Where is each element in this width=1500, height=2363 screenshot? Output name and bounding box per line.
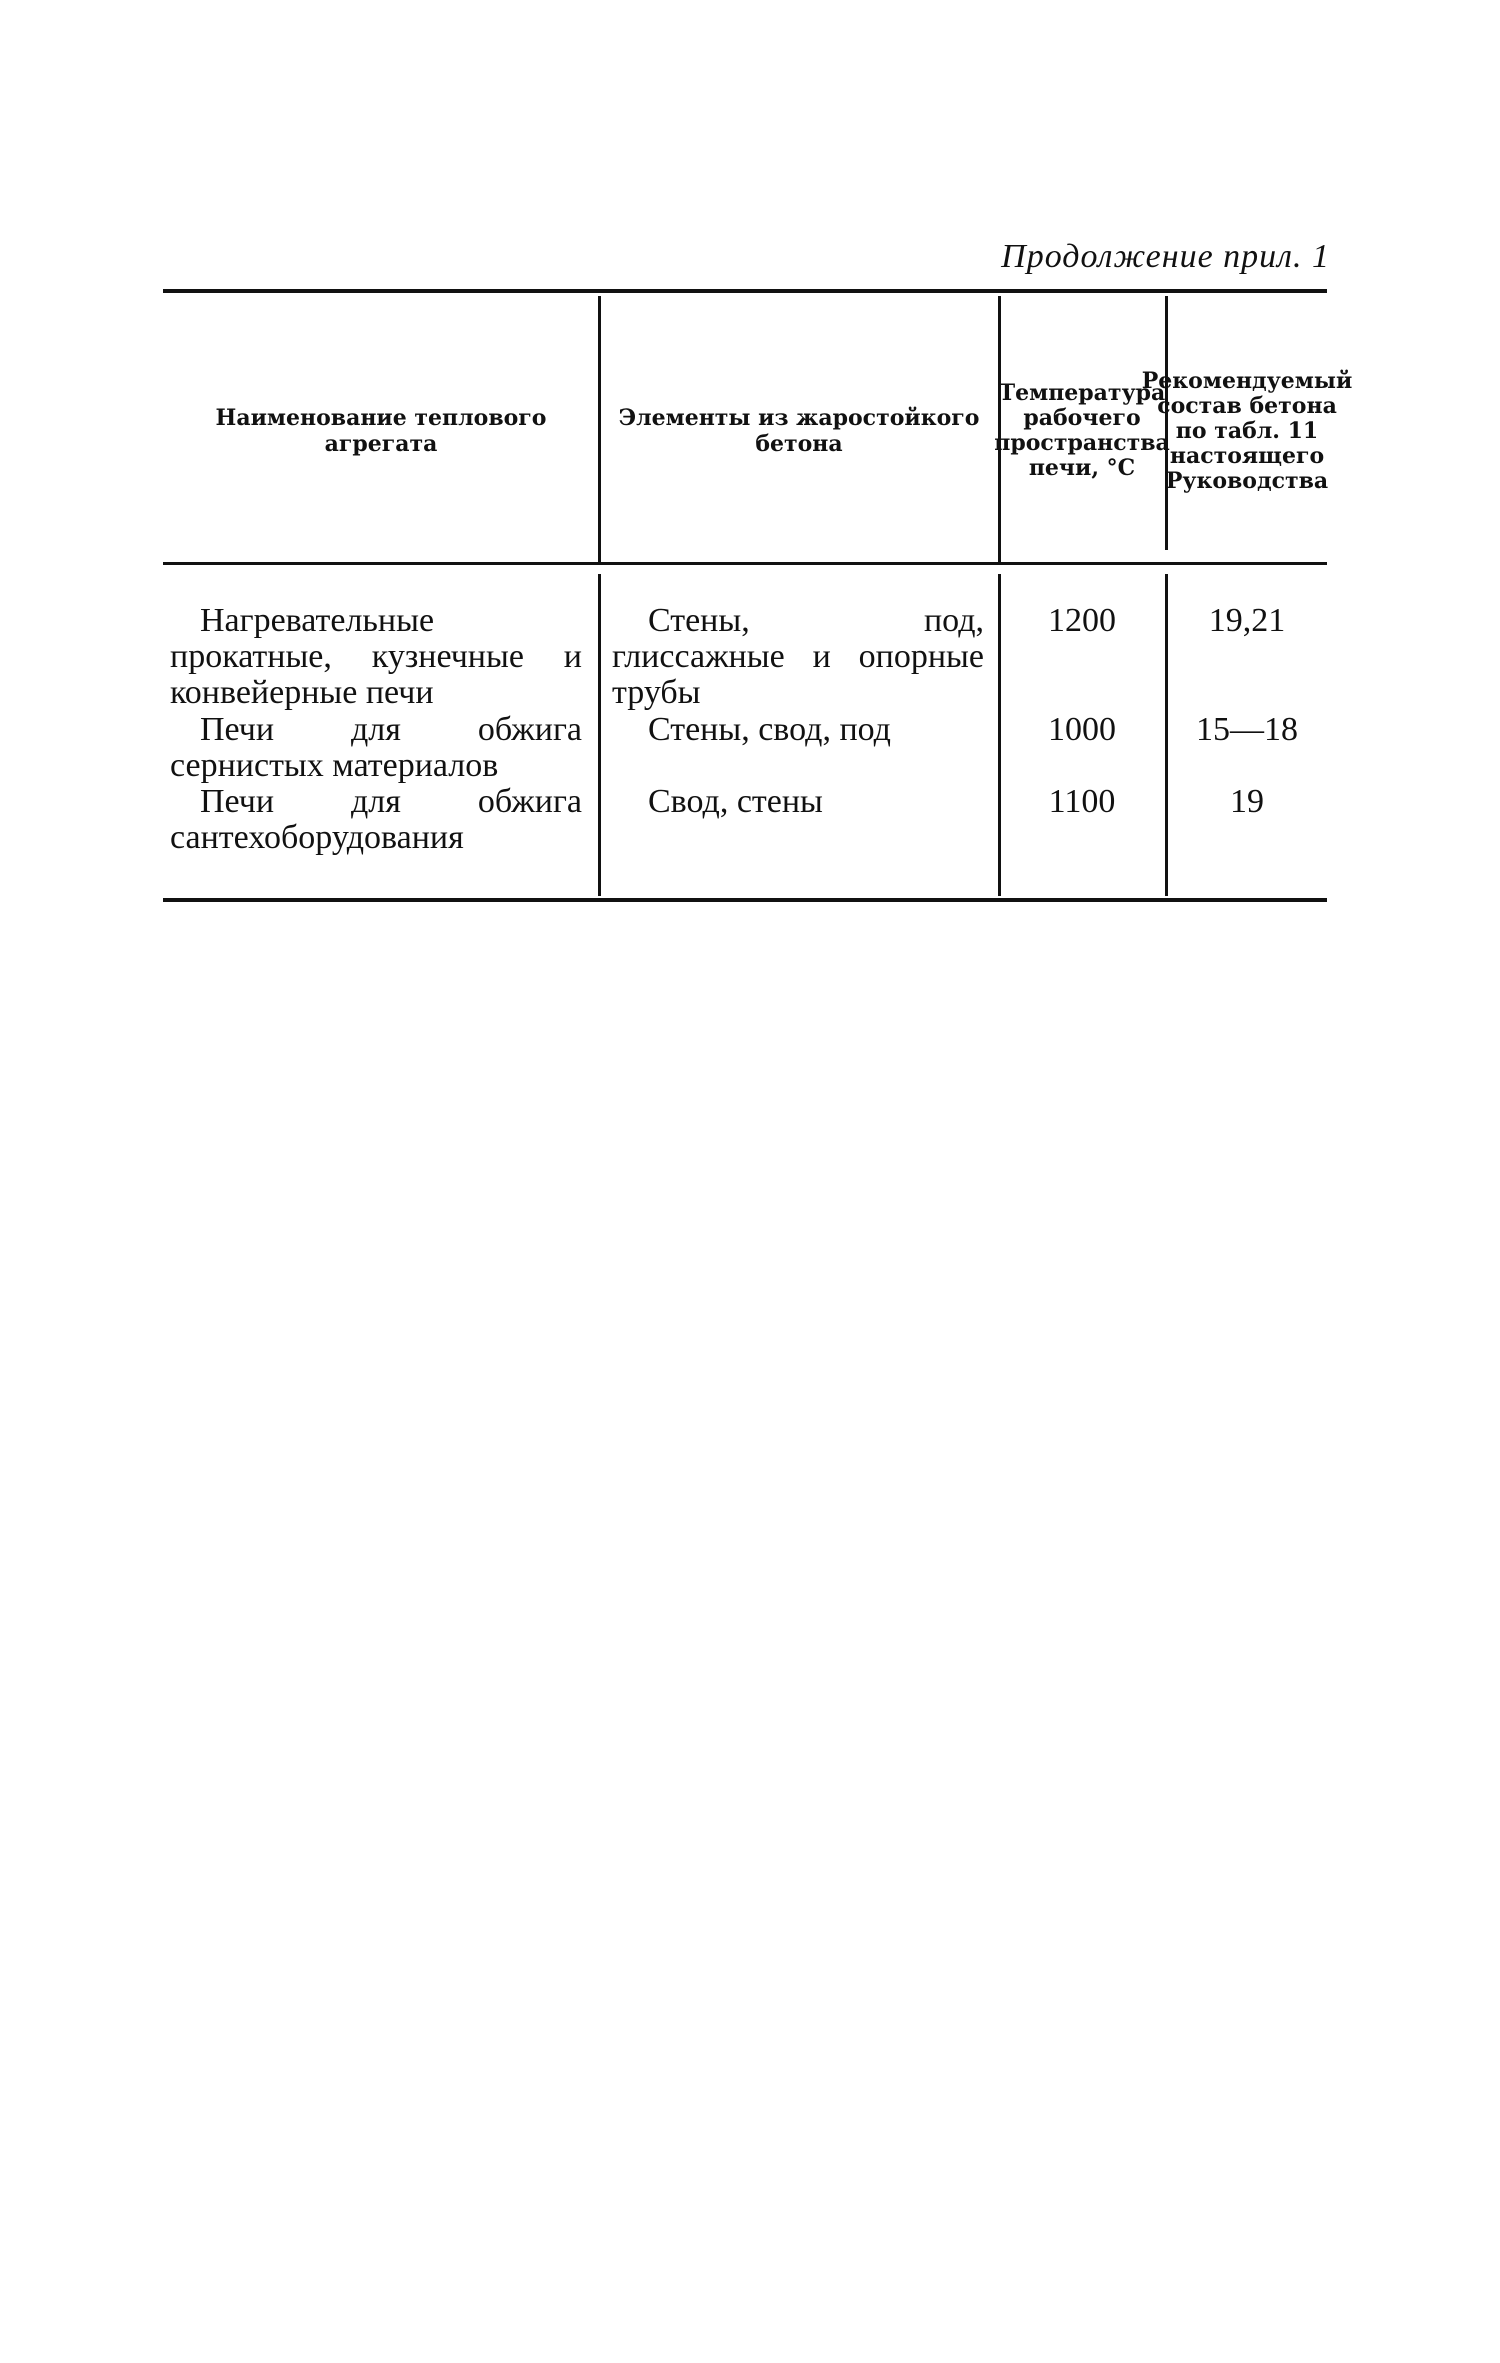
header-temperature: [994, 300, 1170, 562]
row-3-elements: Свод, стены: [648, 783, 823, 820]
row-3-name: Печи для обжига сантехоборудования: [170, 783, 582, 856]
header-text: Температура рабочего пространства печи, °С: [994, 380, 1170, 481]
header-unit-name: [170, 300, 592, 562]
row-2-name: Печи для обжига сернистых материалов: [170, 711, 582, 784]
header-text: Рекомендуемый состав бетона по табл. 11 настоящего Руководства: [1141, 367, 1353, 494]
header-composition: [1141, 300, 1353, 562]
column-divider: [598, 296, 601, 564]
column-divider: [598, 574, 601, 896]
row-1-elements: Стены, под, глиссажные и опорные трубы: [612, 602, 984, 711]
table-bottom-rule: [163, 898, 1327, 902]
column-divider: [1165, 574, 1168, 896]
header-text: Наименование теплового агрегата: [215, 405, 547, 457]
row-2-elements: Стены, свод, под: [648, 711, 891, 748]
header-elements: [608, 300, 990, 562]
table-top-rule: [163, 289, 1327, 293]
row-3-composition: 19: [1230, 783, 1264, 820]
header-text: Элементы из жаростойкого бетона: [618, 405, 980, 457]
column-divider: [998, 574, 1001, 896]
row-1-name: Нагревательные прокатные, кузнечные и конвейерные печи: [170, 602, 582, 711]
header-separator-rule: [163, 562, 1327, 565]
row-3-temperature: 1100: [1048, 783, 1116, 820]
row-1-temperature: 1200: [1048, 602, 1116, 639]
continuation-caption: Продолжение прил. 1: [1001, 238, 1330, 275]
row-2-temperature: 1000: [1048, 711, 1116, 748]
row-2-composition: 15—18: [1196, 711, 1298, 748]
row-1-composition: 19,21: [1208, 602, 1286, 639]
